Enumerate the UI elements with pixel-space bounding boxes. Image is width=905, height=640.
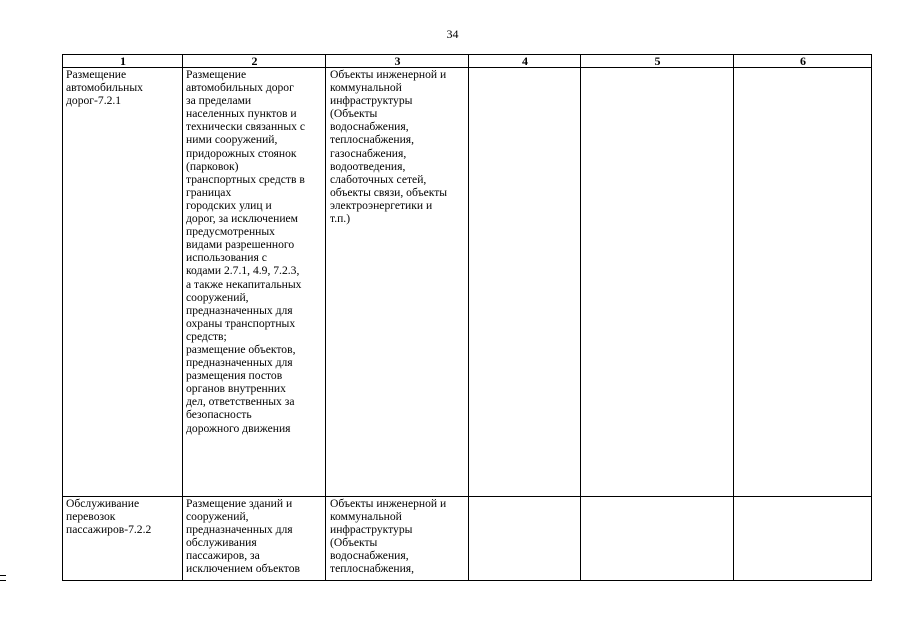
description-text: Размещение автомобильных дорог за пределами населенных пунктов и технически связанных с ними сооружений, придорожных стоянок (парковок) транспортных средств в границах городских улиц и дорог, за исключением предусмотренных видами разрешенного использования с кодами 2.7.1, 4.9, 7.2.3, а также некапитальных сооружений, предназначенных для охраны транспортных средств; размещение объектов, предназначенных для размещения постов органов внутренних дел, ответственных за безопасность дорожного движения (186, 68, 305, 435)
cell-description (183, 497, 326, 581)
column-header-1: 1 (63, 55, 183, 68)
cell-use-type (63, 68, 183, 497)
cell-column-6 (734, 68, 872, 497)
table-row (63, 68, 872, 497)
land-use-table (62, 54, 872, 581)
cell-auxiliary-use (326, 68, 469, 497)
cell-description (183, 68, 326, 497)
cell-auxiliary-use (326, 497, 469, 581)
column-header-6: 6 (734, 55, 872, 68)
cell-column-5 (581, 68, 734, 497)
column-header-4: 4 (469, 55, 581, 68)
cell-column-5 (581, 497, 734, 581)
page-number: 34 (446, 27, 459, 41)
column-header-5: 5 (581, 55, 734, 68)
description-text: Размещение зданий и сооружений, предназначенных для обслуживания пассажиров, за исключением объектов (186, 497, 300, 576)
cell-column-4 (469, 68, 581, 497)
table-header-row (63, 55, 872, 68)
column-header-2: 2 (183, 55, 326, 68)
auxiliary-use-text: Объекты инженерной и коммунальной инфраструктуры (Объекты водоснабжения, теплоснабжения, (330, 497, 447, 576)
auxiliary-use-text: Объекты инженерной и коммунальной инфраструктуры (Объекты водоснабжения, теплоснабжения, газоснабжения, водоотведения, слаботочных сетей, объекты связи, объекты электроэнергетики и т.п.) (330, 68, 448, 226)
column-header-3: 3 (326, 55, 469, 68)
table-row (63, 497, 872, 581)
use-type-text: Обслуживание перевозок пассажиров-7.2.2 (66, 497, 152, 537)
cell-column-6 (734, 497, 872, 581)
margin-binding-mark (0, 575, 6, 581)
cell-column-4 (469, 497, 581, 581)
cell-use-type (63, 497, 183, 581)
use-type-text: Размещение автомобильных дорог-7.2.1 (66, 68, 143, 108)
